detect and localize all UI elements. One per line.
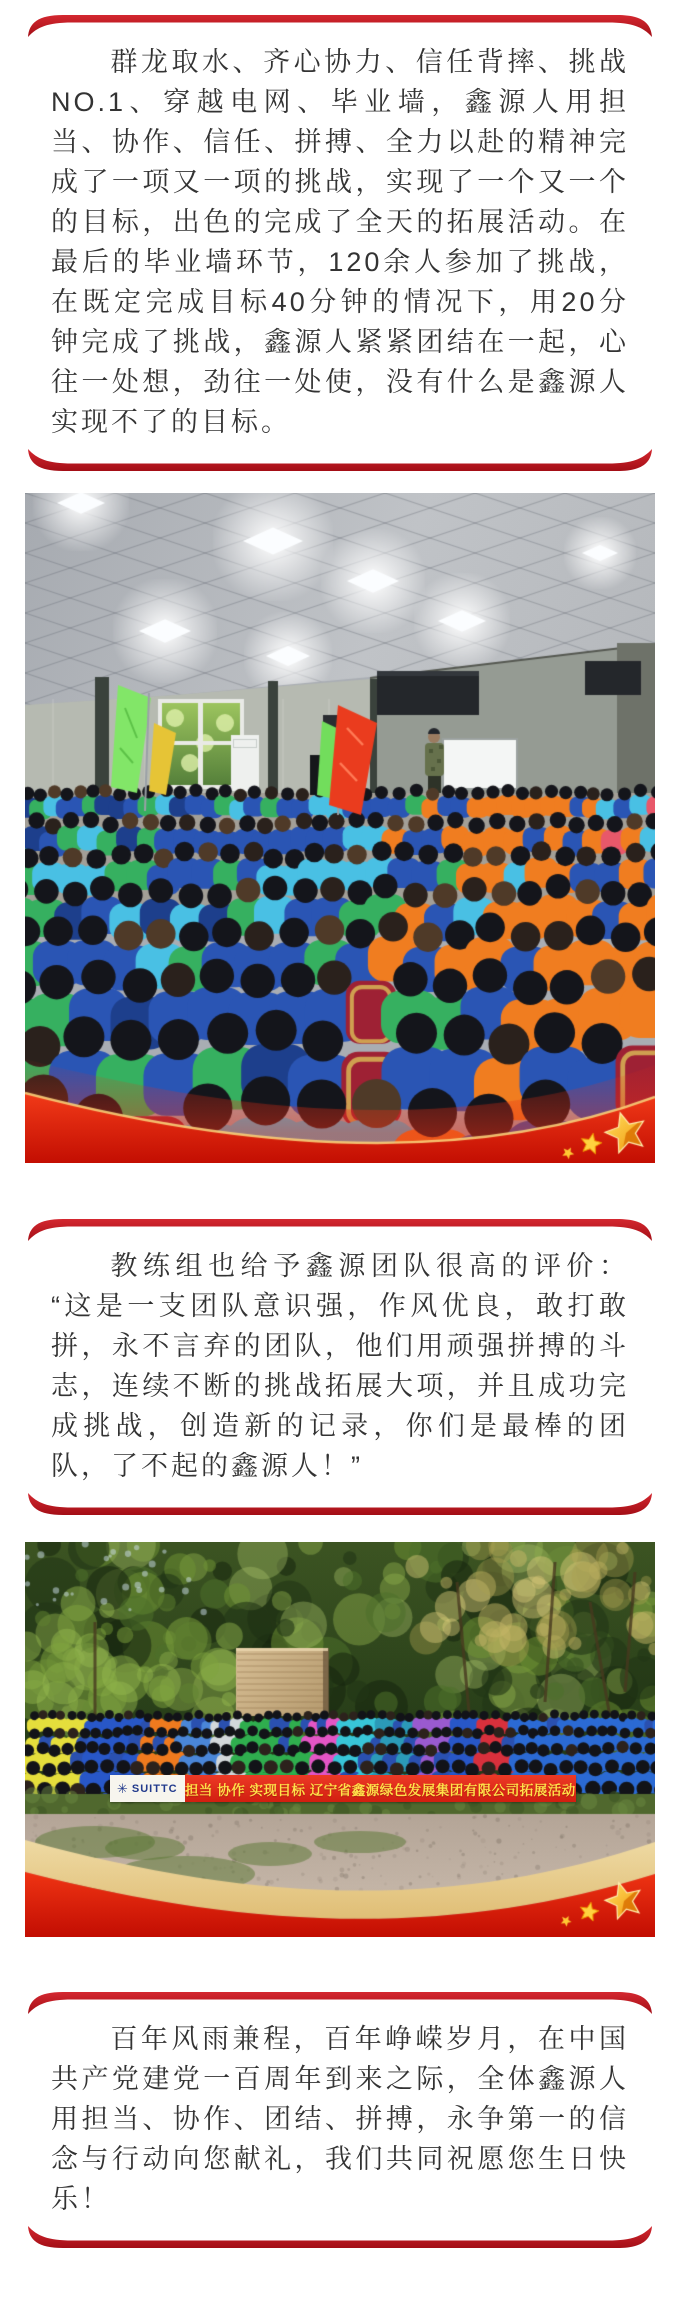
indoor-training-photo-canvas[interactable] — [25, 493, 655, 1163]
banner-logo-text: SUITTC — [131, 1782, 178, 1795]
text-card-2 — [25, 1212, 655, 1522]
red-arc-bottom-icon — [25, 1492, 655, 1522]
photo-indoor-training[interactable] — [25, 493, 655, 1163]
paragraph-3: 百年风雨兼程，百年峥嵘岁月，在中国共产党建党一百周年到来之际，全体鑫源人用担当、协作、团结、拼搏，永争第一的信念与行动向您献礼，我们共同祝愿您生日快乐！ — [51, 2024, 629, 2214]
text-card-3 — [25, 1985, 655, 2255]
banner-slogan: 担当 协作 实现目标 辽宁省鑫源绿色发展集团有限公司拓展活动 — [185, 1775, 576, 1802]
paragraph-1: 群龙取水、齐心协力、信任背摔、挑战NO.1、穿越电网、毕业墙，鑫源人用担当、协作、信任、拼搏、全力以赴的精神完成了一项又一项的挑战，实现了一个又一个的目标，出色的完成了全天的拓展活动。在最后的毕业墙环节，120余人参加了挑战，在既定完成目标40分钟的情况下，用20分钟完成了挑战，鑫源人紧紧团结在一起，心往一处想，劲往一处使，没有什么是鑫源人实现不了的目标。 — [51, 47, 629, 437]
red-arc-top-icon — [25, 1985, 655, 2015]
outdoor-group-photo-canvas[interactable] — [25, 1542, 655, 1937]
activity-banner — [110, 1775, 576, 1802]
suittc-logo-icon: ✳ — [117, 1781, 129, 1796]
banner-logo-segment — [110, 1775, 185, 1802]
photo-outdoor-group[interactable] — [25, 1542, 655, 1937]
red-arc-top-icon — [25, 1212, 655, 1242]
paragraph-2: 教练组也给予鑫源团队很高的评价：“这是一支团队意识强，作风优良，敢打敢拼，永不言弃的团队，他们用顽强拼搏的斗志，连续不断的挑战拓展大项，并且成功完成挑战，创造新的记录，你们是最棒的团队，了不起的鑫源人！” — [51, 1251, 629, 1481]
red-arc-bottom-icon — [25, 448, 655, 478]
text-card-1 — [25, 0, 655, 478]
red-arc-top-icon — [25, 8, 655, 38]
red-arc-bottom-icon — [25, 2225, 655, 2255]
